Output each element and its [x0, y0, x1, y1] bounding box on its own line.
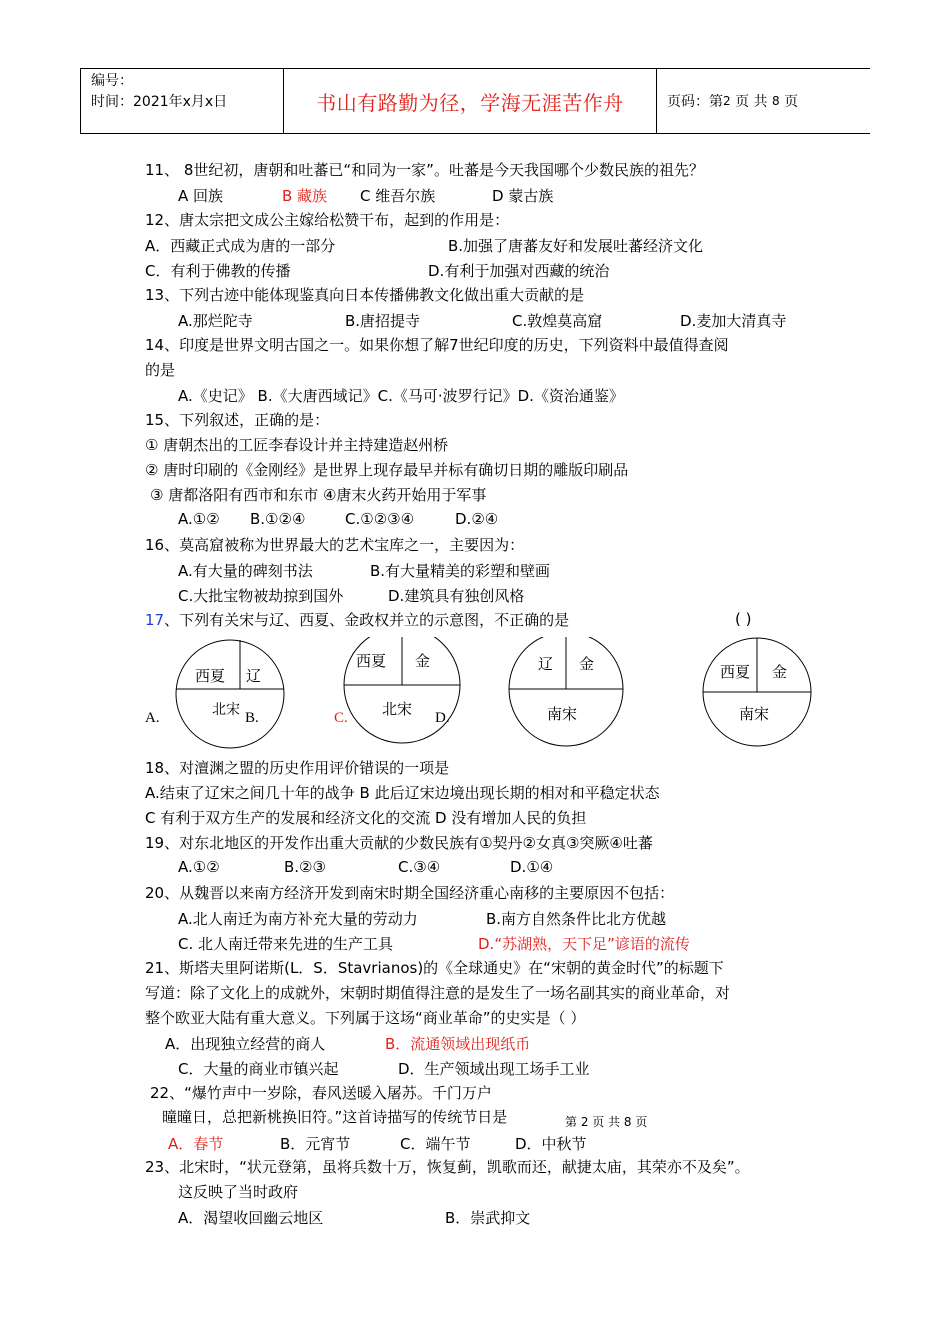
q14-options: A.《史记》 B.《大唐西域记》C.《马可·波罗行记》D.《资治通鉴》	[178, 387, 624, 405]
q12-option-a: A．西藏正式成为唐的一部分	[145, 237, 336, 255]
q21-stem-line3: 整个欧亚大陆有重大意义。下列属于这场“商业革命”的史实是（ ）	[145, 1009, 586, 1027]
q13-option-c: C.敦煌莫高窟	[512, 312, 603, 330]
q11-option-b: B 藏族	[282, 187, 328, 205]
q23-stem-line1: 23、北宋时，“状元登第，虽将兵数十万，恢复蓟，凯歌而还，献捷太庙，其荣亦不及矣”。	[145, 1158, 750, 1176]
q22-option-d: D．中秋节	[515, 1135, 587, 1153]
q23-option-a: A．渴望收回幽云地区	[178, 1209, 324, 1227]
q15-statement-2: ② 唐时印刷的《金刚经》是世界上现存最早并标有确切日期的雕版印刷品	[145, 461, 629, 479]
diagram-3-label-bottom: 南宋	[547, 705, 578, 723]
q12-option-b: B.加强了唐蕃友好和发展吐蕃经济文化	[448, 237, 704, 255]
diagram-1-label-bottom: 北宋	[212, 702, 240, 718]
q20-option-a: A.北人南迁为南方补充大量的劳动力	[178, 910, 418, 928]
q21-option-b: B．流通领域出现纸币	[385, 1035, 531, 1053]
q15-option-c: C.①②③④	[345, 510, 415, 528]
q16-stem: 16、莫高窟被称为世界最大的艺术宝库之一，主要因为：	[145, 536, 525, 554]
q21-option-d: D．生产领域出现工场手工业	[398, 1060, 590, 1078]
page-total: 8	[772, 94, 780, 108]
q17-option-d-label: D.	[435, 710, 450, 726]
q11-option-d: D 蒙古族	[492, 187, 554, 205]
q22-option-b: B．元宵节	[280, 1135, 351, 1153]
q16-option-c: C.大批宝物被劫掠到国外	[178, 587, 344, 605]
q18-options-cd: C 有利于双方生产的发展和经济文化的交流 D 没有增加人民的负担	[145, 809, 587, 827]
q11-option-c: C 维吾尔族	[360, 187, 436, 205]
q23-stem-line2: 这反映了当时政府	[178, 1183, 299, 1201]
q17-option-b-label: B.	[245, 710, 259, 726]
q16-option-a: A.有大量的碑刻书法	[178, 562, 313, 580]
page-prefix: 页码：第	[667, 94, 723, 110]
q15-option-b: B.①②④	[250, 510, 306, 528]
header-motto: 书山有路勤为径，学海无涯苦作舟	[284, 69, 657, 133]
q19-option-c: C.③④	[398, 858, 441, 876]
q14-stem-line1: 14、印度是世界文明古国之一。如果你想了解7世纪印度的历史，下列资料中最值得查阅	[145, 336, 729, 354]
q21-stem-line2: 写道：除了文化上的成就外，宋朝时期值得注意的是发生了一场名副其实的商业革命，对	[145, 984, 731, 1002]
q22-stem-line2: 曈曈日，总把新桃换旧符。”这首诗描写的传统节日是	[162, 1108, 508, 1126]
q17-option-a-label: A.	[145, 710, 160, 726]
q18-stem: 18、对澶渊之盟的历史作用评价错误的一项是	[145, 759, 450, 777]
q22-option-c: C．端午节	[400, 1135, 471, 1153]
diagram-3-label-tr: 金	[579, 655, 595, 673]
diagram-3-label-tl: 辽	[538, 655, 554, 673]
number-label: 编号：	[91, 73, 133, 89]
page-mid: 页 共	[735, 94, 768, 110]
q15-option-a: A.①②	[178, 510, 220, 528]
q21-option-a: A．出现独立经营的商人	[165, 1035, 326, 1053]
q17-option-c-label: C.	[334, 710, 348, 726]
q20-option-c: C. 北人南迁带来先进的生产工具	[178, 935, 394, 953]
q19-option-a: A.①②	[178, 858, 220, 876]
q17-answer-paren: ( )	[735, 610, 752, 628]
q13-option-d: D.麦加大清真寺	[680, 312, 787, 330]
header-table	[80, 68, 870, 134]
header-page-info	[657, 69, 870, 133]
q17-diagrams	[140, 637, 830, 752]
q12-stem: 12、唐太宗把文成公主嫁给松赞干布，起到的作用是：	[145, 211, 510, 229]
diagram-1	[176, 640, 284, 748]
diagram-1-label-tr: 辽	[246, 667, 262, 685]
q13-option-b: B.唐招提寺	[345, 312, 421, 330]
diagram-1-circle	[176, 640, 284, 748]
q15-option-d: D.②④	[455, 510, 499, 528]
q19-option-d: D.①④	[510, 858, 554, 876]
q11-stem: 11、 8世纪初，唐朝和吐蕃已“和同为一家”。吐蕃是今天我国哪个少数民族的祖先？	[145, 161, 704, 179]
diagram-4-label-bottom: 南宋	[739, 705, 770, 723]
q17-stem	[145, 610, 569, 630]
diagram-4-label-tr: 金	[772, 663, 788, 681]
q19-stem: 19、对东北地区的开发作出重大贡献的少数民族有①契丹②女真③突厥④吐蕃	[145, 834, 653, 852]
q16-option-b: B.有大量精美的彩塑和壁画	[370, 562, 551, 580]
q11-option-a: A 回族	[178, 187, 224, 205]
diagram-4	[703, 638, 811, 746]
q22-stem-line1: 22、“爆竹声中一岁除，春风送暖入屠苏。千门万户	[150, 1084, 492, 1102]
q18-options-ab: A.结束了辽宋之间几十年的战争 B 此后辽宋边境出现长期的相对和平稳定状态	[145, 784, 660, 802]
page-suffix: 页	[784, 94, 799, 110]
q12-option-c: C．有利于佛教的传播	[145, 262, 291, 280]
q17-number: 17	[145, 611, 165, 629]
header-meta-cell	[81, 69, 284, 133]
diagram-3	[509, 637, 623, 746]
q13-option-a: A.那烂陀寺	[178, 312, 253, 330]
q21-stem-line1: 21、斯塔夫里阿诺斯(L．S．Stavrianos)的《全球通史》在“宋朝的黄金时代”的标题下	[145, 959, 724, 977]
diagram-2-label-tr: 金	[415, 652, 431, 670]
q22-option-a: A．春节	[168, 1135, 224, 1153]
date-label: 时间：2021年x月x日	[91, 94, 228, 110]
q15-stem: 15、下列叙述，正确的是：	[145, 411, 330, 429]
q20-stem: 20、从魏晋以来南方经济开发到南宋时期全国经济重心南移的主要原因不包括：	[145, 884, 675, 902]
q15-statement-1: ① 唐朝杰出的工匠李春设计并主持建造赵州桥	[145, 436, 449, 454]
q20-option-d: D.“苏湖熟，天下足”谚语的流传	[478, 935, 690, 953]
q16-option-d: D.建筑具有独创风格	[388, 587, 525, 605]
q14-stem-line2: 的是	[145, 361, 176, 379]
q17-stem-text: 、下列有关宋与辽、西夏、金政权并立的示意图，不正确的是	[164, 611, 570, 629]
q13-stem: 13、下列古迹中能体现鉴真向日本传播佛教文化做出重大贡献的是	[145, 286, 585, 304]
q15-statement-3: ③ 唐都洛阳有西市和东市 ④唐末火药开始用于军事	[150, 486, 487, 504]
q21-option-c: C．大量的商业市镇兴起	[178, 1060, 339, 1078]
q23-option-b: B．崇武抑文	[445, 1209, 531, 1227]
page-number: 2	[723, 94, 731, 108]
q12-option-d: D.有利于加强对西藏的统治	[428, 262, 610, 280]
q20-option-b: B.南方自然条件比北方优越	[486, 910, 667, 928]
diagram-1-label-tl: 西夏	[195, 667, 226, 685]
q19-option-b: B.②③	[284, 858, 326, 876]
page-footer-mark: 第 2 页 共 8 页	[565, 1115, 648, 1129]
diagram-2-label-bottom: 北宋	[382, 700, 413, 718]
diagram-4-label-tl: 西夏	[720, 663, 751, 681]
diagram-2-label-tl: 西夏	[356, 652, 387, 670]
